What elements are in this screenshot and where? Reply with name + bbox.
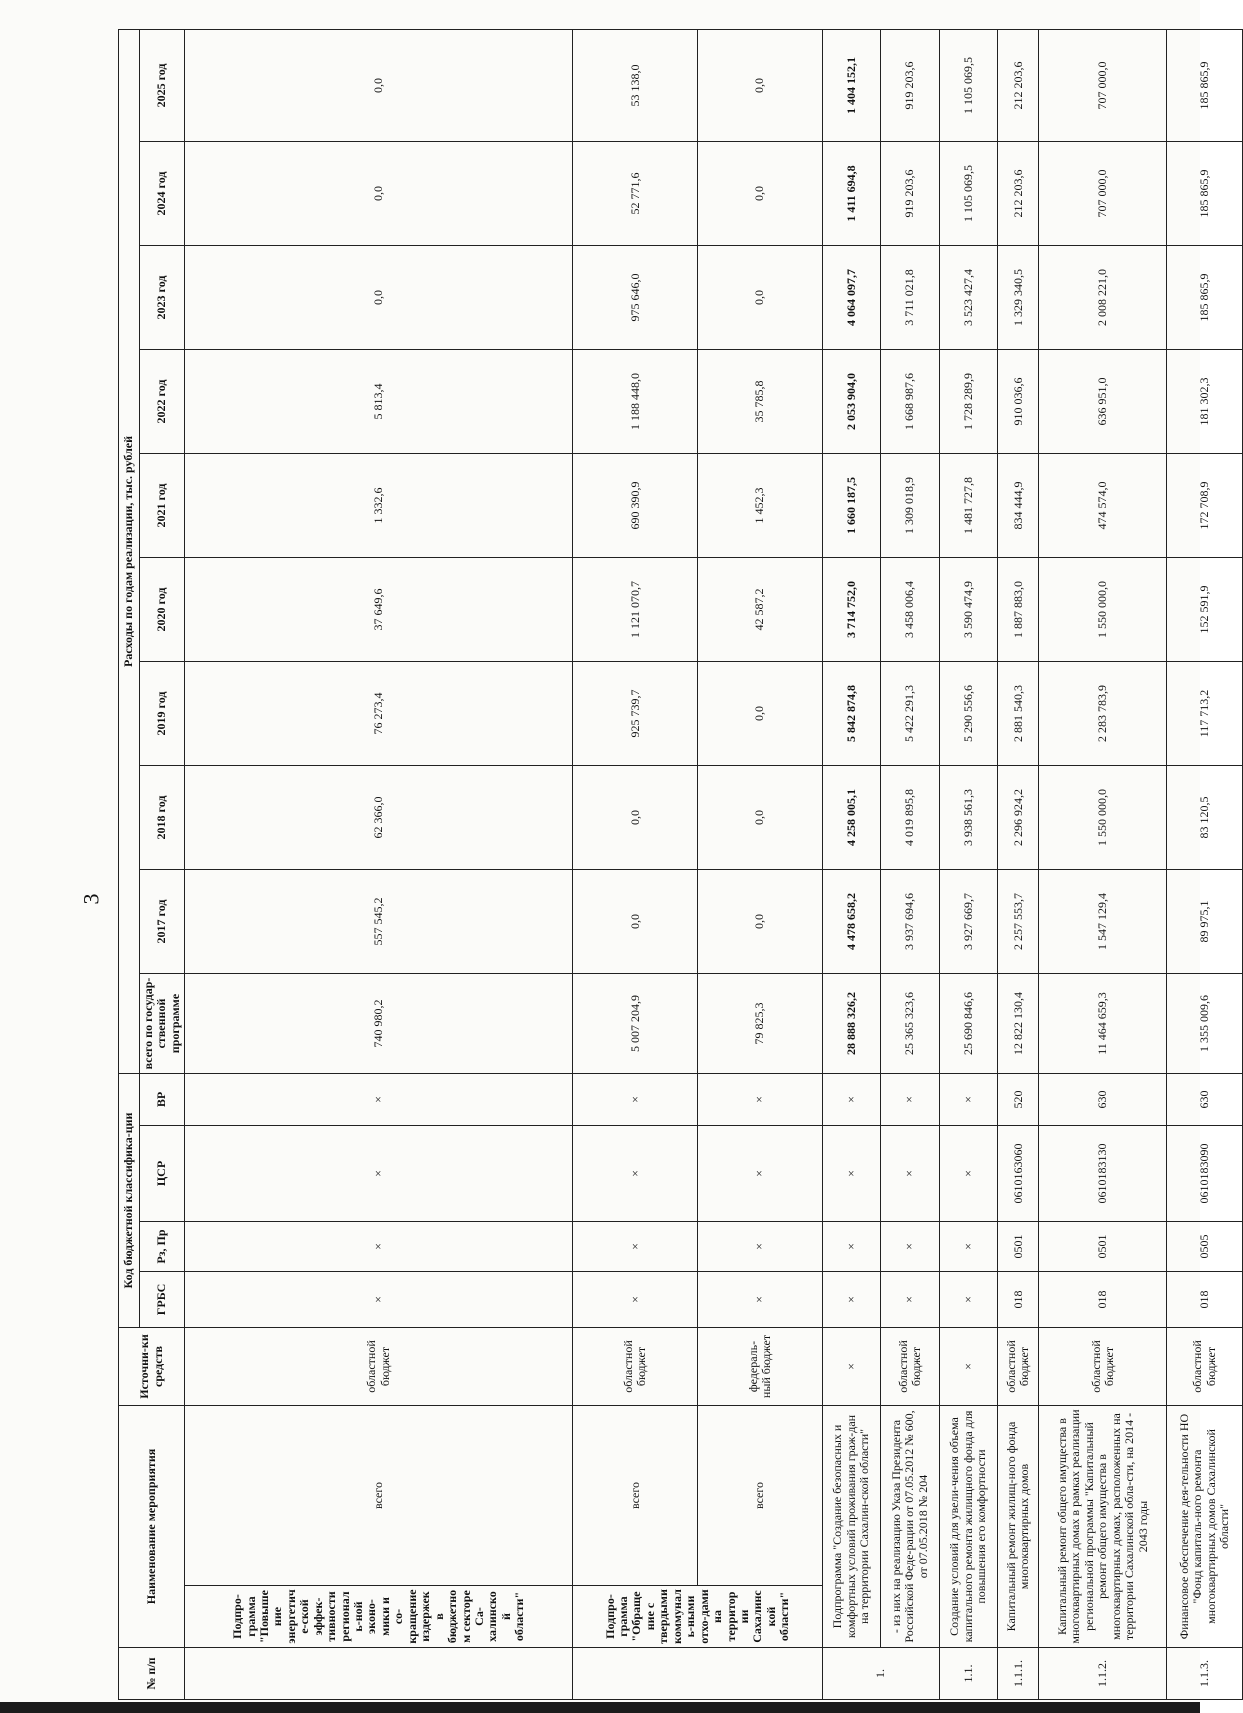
row-value: 37 649,6 [185,558,573,662]
header-source: Источни-ки средств [119,1328,185,1406]
row-value: 1 105 069,5 [939,142,998,246]
row-csr: × [822,1126,881,1222]
row-total: 740 980,2 [185,974,573,1074]
row-value: 5 290 556,6 [939,662,998,766]
table-row [1167,29,1243,1699]
row-rzpr: 0505 [1167,1222,1243,1272]
row-value: 1 452,3 [698,454,823,558]
row-value: 707 000,0 [1039,29,1167,141]
row-value: 117 713,2 [1167,662,1243,766]
page-number: 3 [78,893,104,905]
row-value: 185 865,9 [1167,142,1243,246]
row-vr: × [573,1074,698,1126]
row-value: 5 842 874,8 [822,662,881,766]
table-row [1039,29,1167,1699]
row-value: 3 714 752,0 [822,558,881,662]
row-value: 3 590 474,9 [939,558,998,662]
table-row [185,29,573,1699]
row-value: 1 887 883,0 [998,558,1039,662]
row-value: 1 411 694,8 [822,142,881,246]
row-grbs: × [573,1272,698,1328]
row-value: 3 711 021,8 [881,246,940,350]
header-year: 2025 год [140,29,185,141]
row-value: 557 545,2 [185,870,573,974]
row-csr: × [185,1126,573,1222]
row-value: 0,0 [698,766,823,870]
row-value: 83 120,5 [1167,766,1243,870]
row-value: 1 660 187,5 [822,454,881,558]
row-value: 1 329 340,5 [998,246,1039,350]
row-value: 1 105 069,5 [939,29,998,141]
row-value: 2 283 783,9 [1039,662,1167,766]
row-value: 1 550 000,0 [1039,766,1167,870]
row-value: 4 478 658,2 [822,870,881,974]
row-value: 1 550 000,0 [1039,558,1167,662]
rotated-table-wrapper [118,30,1232,1700]
row-name: Капитальный ремонт жилищ-ного фонда многоквартирных домов [998,1406,1039,1648]
row-value: 89 975,1 [1167,870,1243,974]
row-vr: 520 [998,1074,1039,1126]
row-value: 3 937 694,6 [881,870,940,974]
row-vr: 630 [1039,1074,1167,1126]
row-source: областной бюджет [573,1328,698,1406]
row-value: 0,0 [698,29,823,141]
row-name: - из них на реализацию Указа Президента Российской Феде-рации от 07.05.2012 № 600, от 07.05.2018 № 204 [881,1406,940,1648]
header-year: 2020 год [140,558,185,662]
row-source: × [939,1328,998,1406]
row-value: 0,0 [698,142,823,246]
row-value: 52 771,6 [573,142,698,246]
row-value: 212 203,6 [998,142,1039,246]
header-year: 2019 год [140,662,185,766]
row-value: 707 000,0 [1039,142,1167,246]
row-value: 3 938 561,3 [939,766,998,870]
table-row [998,29,1039,1699]
row-csr: × [573,1126,698,1222]
row-value: 1 728 289,9 [939,350,998,454]
row-csr: × [881,1126,940,1222]
row-value: 0,0 [185,246,573,350]
row-csr: 0610183090 [1167,1126,1243,1222]
row-rzpr: 0501 [1039,1222,1167,1272]
row-value: 1 309 018,9 [881,454,940,558]
row-value: 925 739,7 [573,662,698,766]
row-name: Подпрограмма "Создание безопасных и комфортных условий проживания граж-дан на территории Сахалин-ской области" [822,1406,881,1648]
row-value: 172 708,9 [1167,454,1243,558]
row-source: областной бюджет [1167,1328,1243,1406]
row-value: 1 332,6 [185,454,573,558]
row-value: 185 865,9 [1167,246,1243,350]
header-rzpr: Рз, Пр [140,1222,185,1272]
row-rzpr: × [881,1222,940,1272]
row-value: 910 036,6 [998,350,1039,454]
row-value: 975 646,0 [573,246,698,350]
row-vr: 630 [1167,1074,1243,1126]
row-value: 0,0 [185,142,573,246]
row-source: федераль-ный бюджет [698,1328,823,1406]
row-source: областной бюджет [1039,1328,1167,1406]
row-no: 1.1.1. [998,1648,1039,1700]
row-value: 62 366,0 [185,766,573,870]
row-value: 0,0 [698,662,823,766]
row-no: 1.1.2. [1039,1648,1167,1700]
row-total: 28 888 326,2 [822,974,881,1074]
row-grbs: × [881,1272,940,1328]
table-row [573,29,698,1699]
table-row [822,29,881,1699]
row-no [573,1648,822,1700]
header-year: 2023 год [140,246,185,350]
row-value: 1 547 129,4 [1039,870,1167,974]
table-row [939,29,998,1699]
row-value: 76 273,4 [185,662,573,766]
row-rzpr: × [939,1222,998,1272]
header-no: № п/п [119,1648,185,1700]
row-csr: × [939,1126,998,1222]
row-rzpr: 0501 [998,1222,1039,1272]
row-name-sub: всего [698,1406,823,1586]
row-value: 636 951,0 [1039,350,1167,454]
budget-table [118,29,1243,1700]
row-grbs: × [185,1272,573,1328]
row-value: 474 574,0 [1039,454,1167,558]
row-name: Подпро-грамма "Обращение с твердыми коммуналь-ными отхо-дами на территории Сахалинской области" [573,1586,822,1648]
header-year: 2024 год [140,142,185,246]
row-value: 2 881 540,3 [998,662,1039,766]
row-value: 4 064 097,7 [822,246,881,350]
row-grbs: 018 [1167,1272,1243,1328]
row-vr: × [881,1074,940,1126]
row-value: 0,0 [698,870,823,974]
row-value: 35 785,8 [698,350,823,454]
row-source: × [822,1328,881,1406]
row-value: 0,0 [573,870,698,974]
row-value: 212 203,6 [998,29,1039,141]
row-grbs: × [698,1272,823,1328]
row-value: 4 258 005,1 [822,766,881,870]
row-no [185,1648,573,1700]
header-grbs: ГРБС [140,1272,185,1328]
row-grbs: 018 [998,1272,1039,1328]
row-value: 152 591,9 [1167,558,1243,662]
row-grbs: 018 [1039,1272,1167,1328]
row-value: 2 296 924,2 [998,766,1039,870]
row-value: 5 813,4 [185,350,573,454]
row-value: 1 668 987,6 [881,350,940,454]
row-no: 1.1. [939,1648,998,1700]
row-value: 0,0 [573,766,698,870]
row-name: Создание условий для увели-чения объема капитального ремонта жилищного фонда для повышения его комфортности [939,1406,998,1648]
row-grbs: × [822,1272,881,1328]
row-rzpr: × [185,1222,573,1272]
row-no: 1.1.3. [1167,1648,1243,1700]
header-expenses: Расходы по годам реализации, тыс. рублей [119,29,140,1073]
row-rzpr: × [573,1222,698,1272]
row-no: 1. [822,1648,939,1700]
row-value: 834 444,9 [998,454,1039,558]
row-csr: 0610163060 [998,1126,1039,1222]
header-year: 2017 год [140,870,185,974]
row-total: 25 365 323,6 [881,974,940,1074]
row-rzpr: × [822,1222,881,1272]
row-grbs: × [939,1272,998,1328]
row-total: 25 690 846,6 [939,974,998,1074]
row-value: 53 138,0 [573,29,698,141]
row-value: 42 587,2 [698,558,823,662]
row-value: 1 404 152,1 [822,29,881,141]
row-value: 3 523 427,4 [939,246,998,350]
table-header [119,29,185,1699]
header-name: Наименование мероприятия [119,1406,185,1648]
row-total: 12 822 130,4 [998,974,1039,1074]
row-csr: × [698,1126,823,1222]
row-name-sub: всего [185,1406,573,1586]
row-value: 0,0 [698,246,823,350]
table-row [698,29,823,1699]
row-name-sub: всего [573,1406,698,1586]
row-total: 79 825,3 [698,974,823,1074]
header-csr: ЦСР [140,1126,185,1222]
row-vr: × [939,1074,998,1126]
row-source: областной бюджет [998,1328,1039,1406]
header-vr: ВР [140,1074,185,1126]
scan-bottom-edge [0,1702,1200,1713]
row-value: 181 302,3 [1167,350,1243,454]
row-value: 5 422 291,3 [881,662,940,766]
header-year: 2021 год [140,454,185,558]
row-vr: × [185,1074,573,1126]
row-total: 5 007 204,9 [573,974,698,1074]
row-total: 1 355 009,6 [1167,974,1243,1074]
row-value: 3 458 006,4 [881,558,940,662]
row-total: 11 464 659,3 [1039,974,1167,1074]
header-year: 2022 год [140,350,185,454]
row-value: 0,0 [185,29,573,141]
row-value: 1 188 448,0 [573,350,698,454]
header-year: 2018 год [140,766,185,870]
row-value: 1 481 727,8 [939,454,998,558]
row-vr: × [822,1074,881,1126]
row-value: 3 927 669,7 [939,870,998,974]
row-name: Капитальный ремонт общего имущества в многоквартирных домах в рамках реализации региональной программы "Капитальный ремонт общего имущества в многоквартирных домах, расположенных на территории Сахалинской обла-сти, на 2014 - 2043 годы [1039,1406,1167,1648]
row-name: Подпро-грамма "Повышение энергетиче-ской эффек-тивности региональ-ной эконо-мики и со-кращение издержек в бюджетном секторе Са-халинской области" [185,1586,573,1648]
header-total: всего по государ-ственной программе [140,974,185,1074]
row-value: 919 203,6 [881,142,940,246]
row-value: 4 019 895,8 [881,766,940,870]
row-value: 2 053 904,0 [822,350,881,454]
row-value: 185 865,9 [1167,29,1243,141]
row-value: 2 257 553,7 [998,870,1039,974]
row-csr: 0610183130 [1039,1126,1167,1222]
row-value: 690 390,9 [573,454,698,558]
row-rzpr: × [698,1222,823,1272]
row-value: 919 203,6 [881,29,940,141]
row-name: Финансовое обеспечение дея-тельности НО "Фонд капиталь-ного ремонта многоквартирных домов Сахалинской области" [1167,1406,1243,1648]
row-value: 1 121 070,7 [573,558,698,662]
header-budget-code: Код бюджетной классифика-ции [119,1074,140,1328]
row-vr: × [698,1074,823,1126]
row-value: 2 008 221,0 [1039,246,1167,350]
row-source: областной бюджет [881,1328,940,1406]
table-row [881,29,940,1699]
row-source: областной бюджет [185,1328,573,1406]
